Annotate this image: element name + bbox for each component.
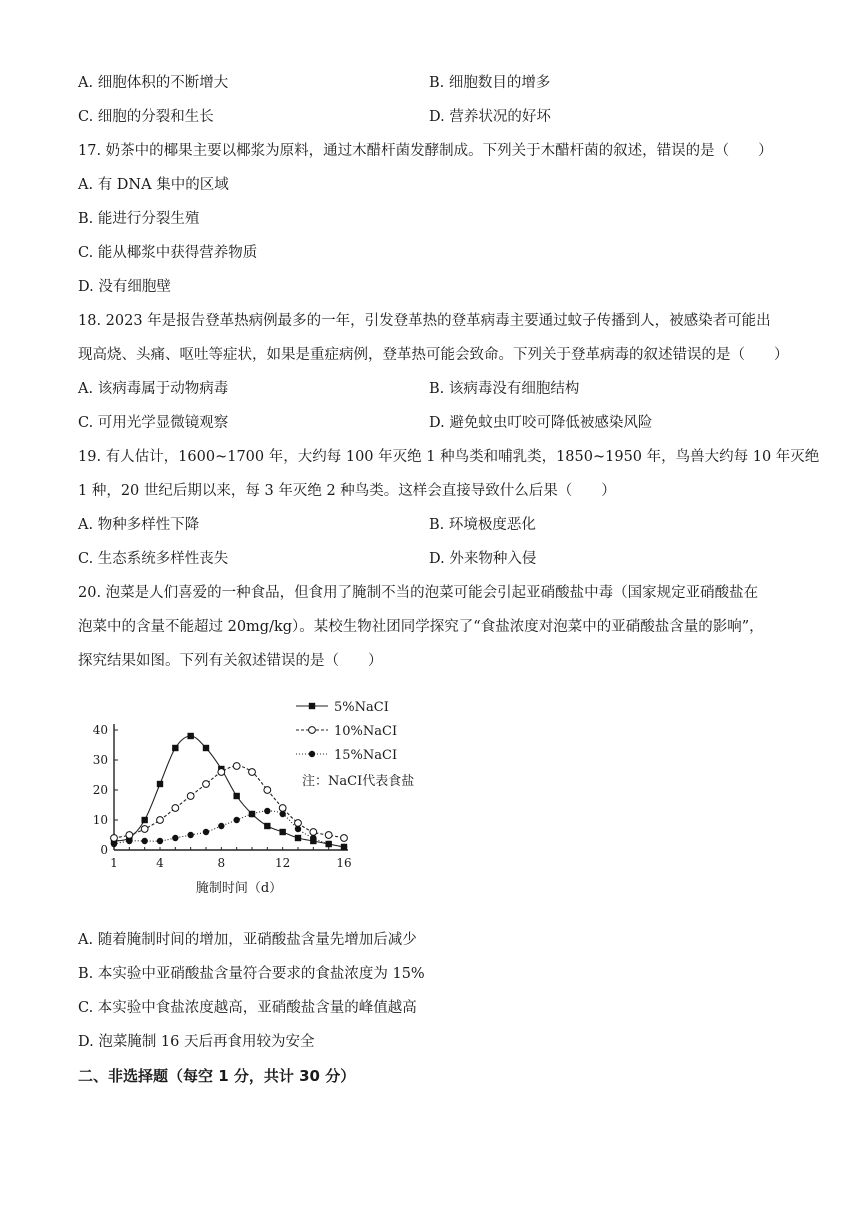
data-point-series-1 <box>264 823 270 829</box>
legend-label-1: 5%NaCI <box>334 700 389 715</box>
data-point-series-1 <box>157 781 163 787</box>
q19-option-d: D. 外来物种入侵 <box>429 551 537 567</box>
data-point-series-1 <box>279 829 285 835</box>
x-tick-label: 12 <box>275 856 291 870</box>
q17-option-b: B. 能进行分裂生殖 <box>78 211 200 227</box>
data-point-series-1 <box>141 817 147 823</box>
q17-option-d: D. 没有细胞壁 <box>78 279 171 295</box>
data-point-series-3 <box>295 826 301 832</box>
x-tick-label: 4 <box>156 856 164 870</box>
y-tick-label: 30 <box>92 753 108 767</box>
data-point-series-3 <box>172 835 178 841</box>
x-tick-label: 8 <box>217 856 226 870</box>
data-point-series-3 <box>187 832 193 838</box>
y-tick-label: 20 <box>92 783 108 797</box>
data-point-series-3 <box>264 808 270 814</box>
chart-note: 注：NaCI代表食盐 <box>302 774 415 789</box>
data-point-series-2 <box>203 781 210 788</box>
data-point-series-3 <box>111 841 117 847</box>
data-point-series-2 <box>141 826 148 833</box>
data-point-series-2 <box>157 817 164 824</box>
data-point-series-3 <box>310 835 316 841</box>
data-point-series-3 <box>218 823 224 829</box>
data-point-series-2 <box>249 769 256 776</box>
q19-option-a: A. 物种多样性下降 <box>78 517 200 533</box>
data-point-series-3 <box>341 844 347 850</box>
q18-option-b: B. 该病毒没有细胞结构 <box>429 381 580 397</box>
data-point-series-3 <box>279 811 285 817</box>
data-point-series-1 <box>172 745 178 751</box>
section-heading: 二、非选择题（每空 1 分，共计 30 分） <box>78 1067 356 1085</box>
y-tick-label: 0 <box>100 843 108 857</box>
data-point-series-2 <box>310 829 317 836</box>
data-point-series-2 <box>341 835 348 842</box>
q19-option-c: C. 生态系统多样性丧失 <box>78 551 229 567</box>
data-point-series-2 <box>279 805 286 812</box>
x-tick-label: 16 <box>336 856 352 870</box>
q20-option-c: C. 本实验中食盐浓度越高，亚硝酸盐含量的峰值越高 <box>78 1000 417 1016</box>
data-point-series-2 <box>218 769 225 776</box>
q19-option-b: B. 环境极度恶化 <box>429 517 536 533</box>
q20-option-a: A. 随着腌制时间的增加，亚硝酸盐含量先增加后减少 <box>78 932 417 948</box>
x-axis-label: 腌制时间（d） <box>195 881 283 896</box>
data-point-series-2 <box>187 793 194 800</box>
q19-stem-line1: 19. 有人估计，1600~1700 年，大约每 100 年灭绝 1 种鸟类和哺乳类，1850~1950 年，鸟兽大约每 10 年灭绝 <box>78 449 820 465</box>
y-tick-label: 40 <box>92 723 108 737</box>
q18-stem-line2: 现高烧、头痛、呕吐等症状，如果是重症病例，登革热可能会致命。下列关于登革病毒的叙述错误的是（ ） <box>78 347 789 363</box>
data-point-series-3 <box>141 838 147 844</box>
data-point-series-3 <box>126 838 132 844</box>
data-point-series-3 <box>203 829 209 835</box>
q20-stem-line3: 探究结果如图。下列有关叙述错误的是（ ） <box>78 653 383 669</box>
q18-option-a: A. 该病毒属于动物病毒 <box>78 381 229 397</box>
nitrite-line-chart <box>78 690 458 900</box>
data-point-series-1 <box>295 835 301 841</box>
data-point-series-2 <box>233 763 240 770</box>
data-point-series-2 <box>325 832 332 839</box>
legend-marker-3 <box>309 751 315 757</box>
data-point-series-3 <box>233 817 239 823</box>
q19-stem-line2: 1 种，20 世纪后期以来，每 3 年灭绝 2 种鸟类。这样会直接导致什么后果（ ） <box>78 483 616 499</box>
y-tick-label: 10 <box>92 813 108 827</box>
q18-option-d: D. 避免蚊虫叮咬可降低被感染风险 <box>429 415 653 431</box>
q16-option-b: B. 细胞数目的增多 <box>429 75 551 91</box>
q17-option-c: C. 能从椰浆中获得营养物质 <box>78 245 258 261</box>
data-point-series-2 <box>126 832 133 839</box>
q16-option-a: A. 细胞体积的不断增大 <box>78 75 229 91</box>
data-point-series-2 <box>172 805 179 812</box>
q20-option-b: B. 本实验中亚硝酸盐含量符合要求的食盐浓度为 15% <box>78 966 425 982</box>
q16-option-d: D. 营养状况的好坏 <box>429 109 551 125</box>
q16-option-c: C. 细胞的分裂和生长 <box>78 109 214 125</box>
legend-marker-1 <box>309 703 315 709</box>
data-point-series-2 <box>264 787 271 794</box>
q17-option-a: A. 有 DNA 集中的区域 <box>78 177 229 193</box>
q18-option-c: C. 可用光学显微镜观察 <box>78 415 229 431</box>
data-point-series-3 <box>325 841 331 847</box>
q20-stem-line2: 泡菜中的含量不能超过 20mg/kg）。某校生物社团同学探究了“食盐浓度对泡菜中的亚硝酸盐含量的影响”， <box>78 619 764 635</box>
data-point-series-1 <box>203 745 209 751</box>
data-point-series-1 <box>187 733 193 739</box>
legend-marker-2 <box>309 727 316 734</box>
legend-label-2: 10%NaCI <box>334 724 398 739</box>
data-point-series-2 <box>295 820 302 827</box>
legend-label-3: 15%NaCI <box>334 748 398 763</box>
x-tick-label: 1 <box>110 856 118 870</box>
data-point-series-1 <box>233 793 239 799</box>
data-point-series-3 <box>249 811 255 817</box>
data-point-series-3 <box>157 838 163 844</box>
q20-option-d: D. 泡菜腌制 16 天后再食用较为安全 <box>78 1034 315 1050</box>
data-point-series-2 <box>111 835 118 842</box>
q18-stem-line1: 18. 2023 年是报告登革热病例最多的一年，引发登革热的登革病毒主要通过蚊子传播到人，被感染者可能出 <box>78 313 771 329</box>
q20-stem-line1: 20. 泡菜是人们喜爱的一种食品，但食用了腌制不当的泡菜可能会引起亚硝酸盐中毒（国家规定亚硝酸盐在 <box>78 585 759 601</box>
q17-stem: 17. 奶茶中的椰果主要以椰浆为原料，通过木醋杆菌发酵制成。下列关于木醋杆菌的叙述，错误的是（ ） <box>78 143 773 159</box>
